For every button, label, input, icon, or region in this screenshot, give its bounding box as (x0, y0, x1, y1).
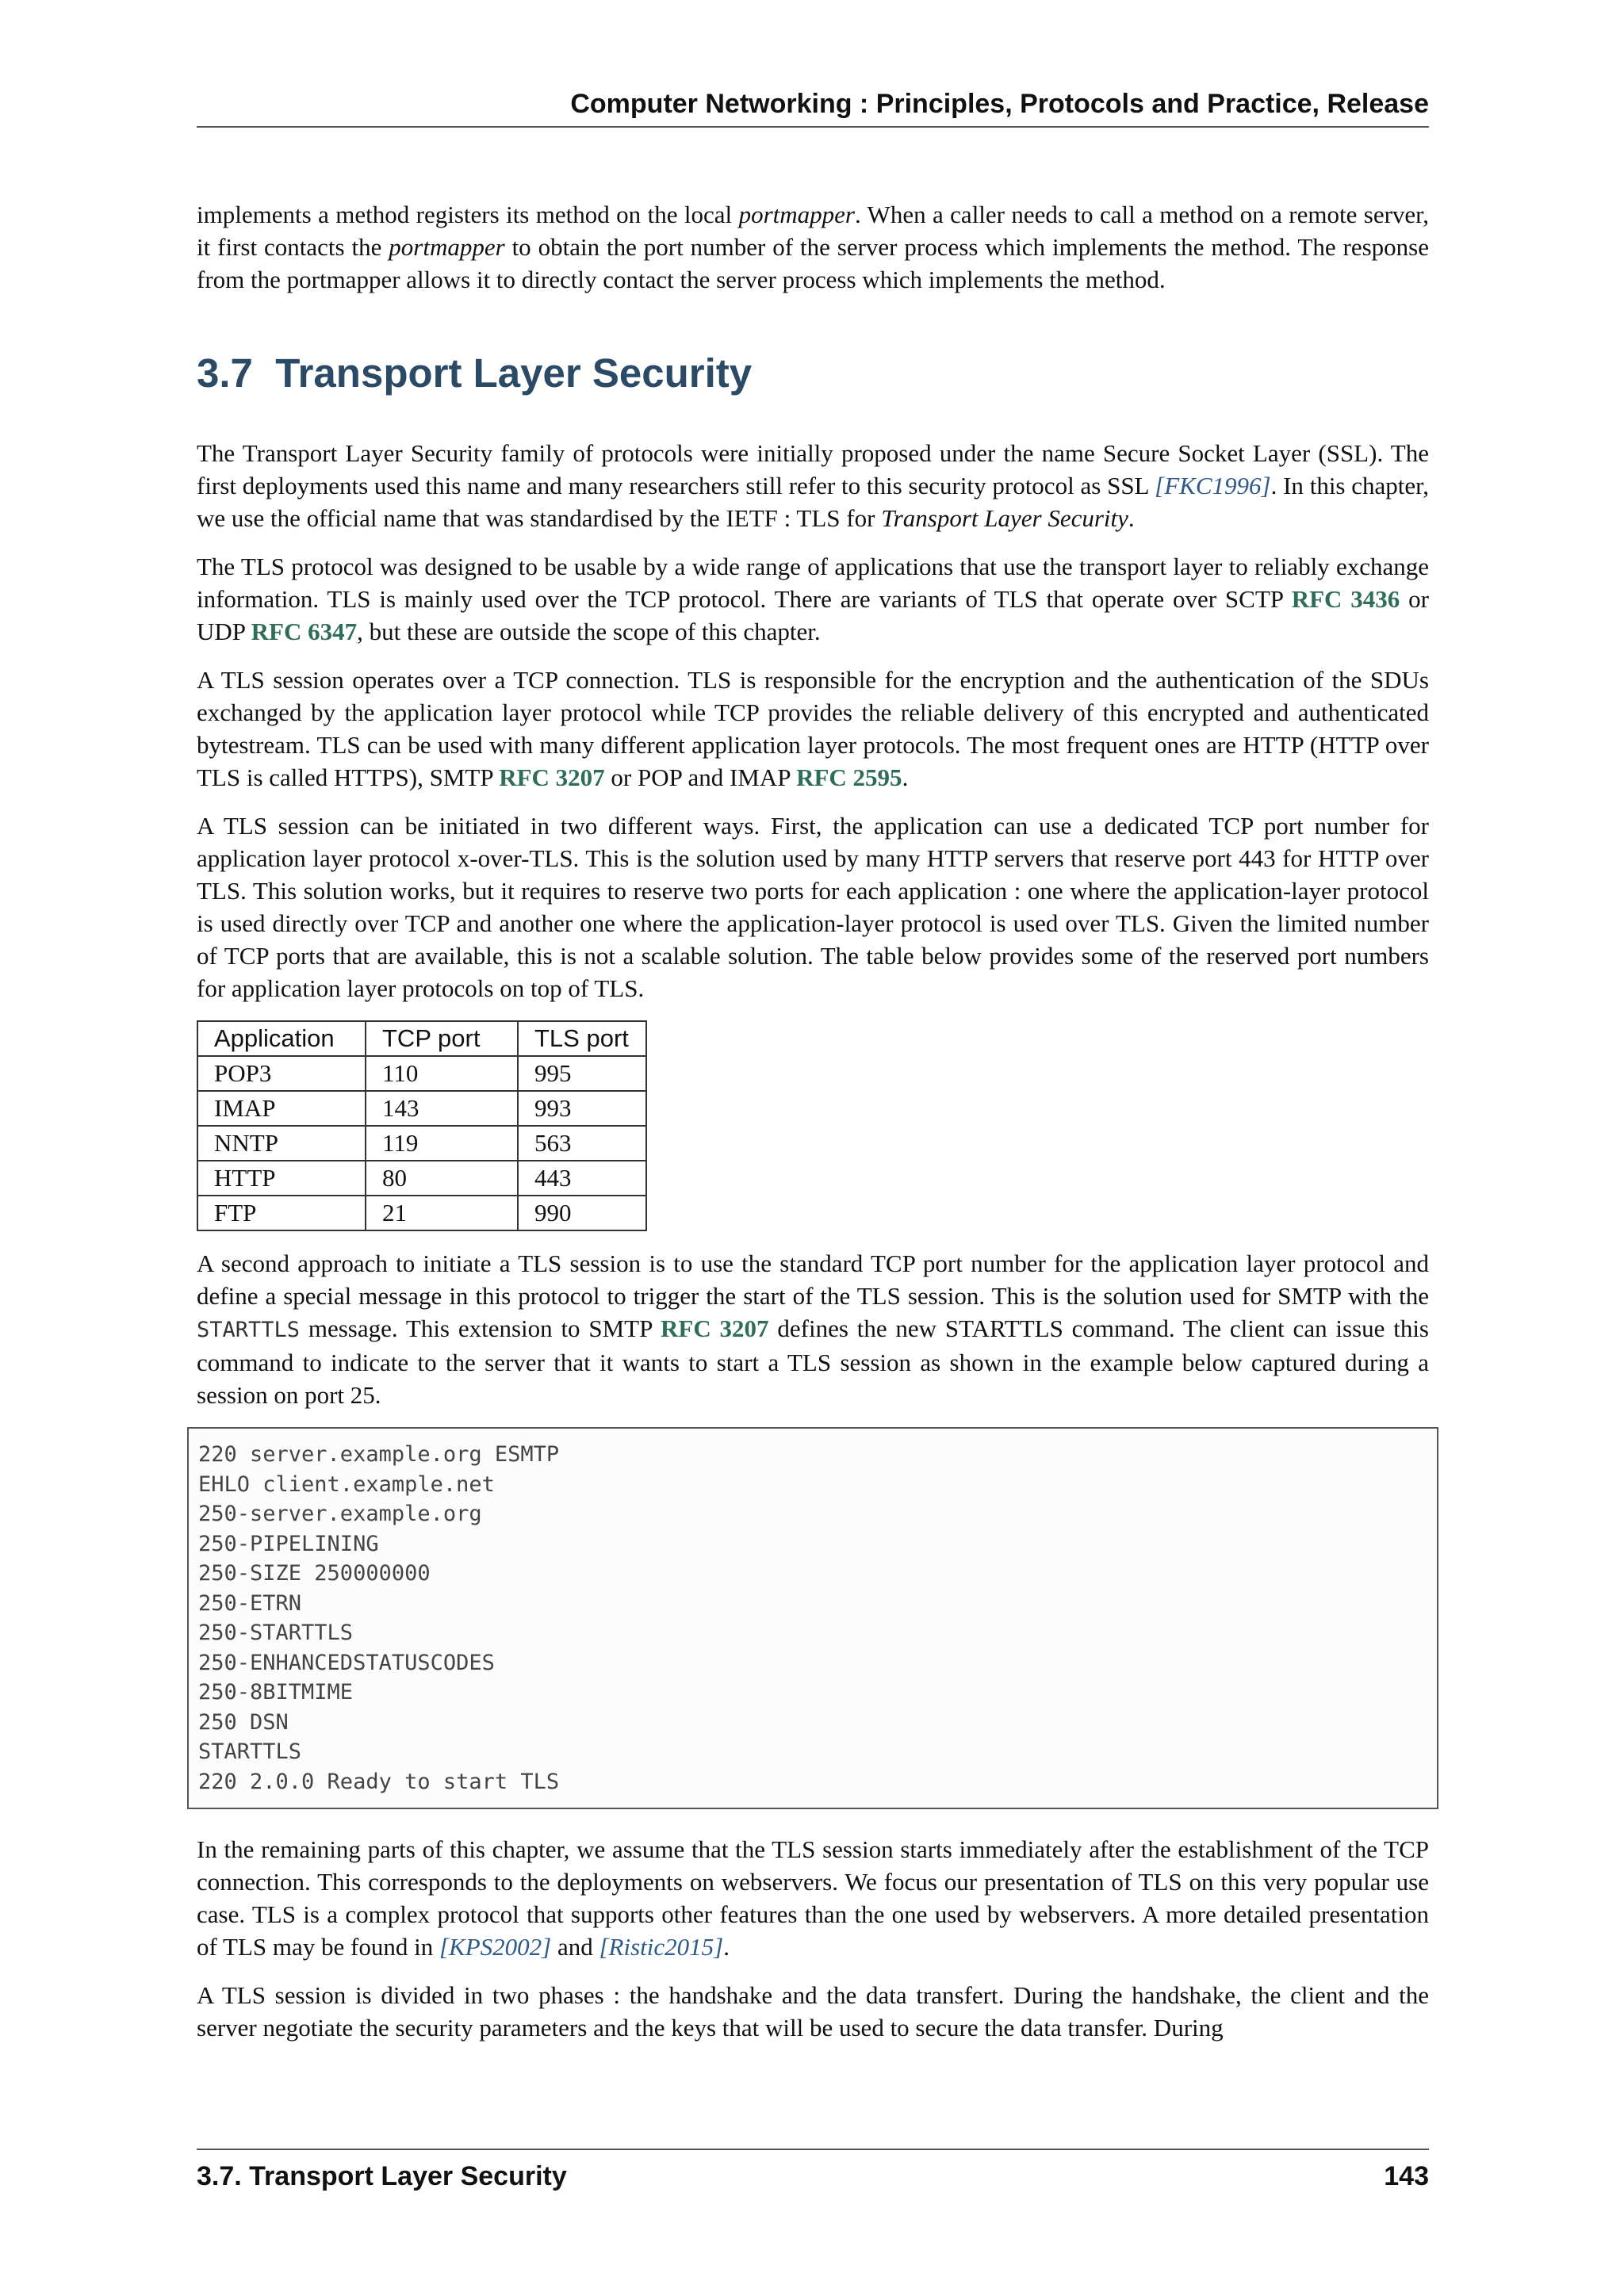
table-cell: 143 (366, 1091, 518, 1126)
section-title: Transport Layer Security (275, 350, 753, 396)
text-span: to obtain the port number of the server process which implements the method. The response from the portmapper allows it to directly contact the server process which implements the method. (197, 233, 1429, 293)
text-span: A second approach to initiate a TLS session is to use the standard TCP port number for the application layer protocol and define a special message in this protocol to trigger the start of the TLS session. This is the solution used for SMTP with the (197, 1249, 1429, 1310)
column-header: TLS port (518, 1021, 646, 1056)
running-header: Computer Networking : Principles, Protocols and Practice, Release (197, 89, 1429, 128)
text-span: and (551, 1933, 599, 1961)
inline-code: STARTTLS (197, 1318, 301, 1342)
page-footer (197, 2149, 1429, 2192)
text-span: The Transport Layer Security family of protocols were initially proposed under the name Secure Socket Layer (SSL). The first deployments used this name and many researchers still refer to this security protocol as SSL (197, 439, 1429, 499)
intro-paragraph (197, 198, 1429, 296)
text-span: In the remaining parts of this chapter, we assume that the TLS session starts immediately after the establishment of the TCP connection. This corresponds to the deployments on webservers. We focus our presentation of TLS on this very popular use case. TLS is a complex protocol that supports other features than the one used by webservers. A more detailed presentation of TLS may be found in (197, 1835, 1429, 1961)
table-cell: 993 (518, 1091, 646, 1126)
emphasis: Transport Layer Security (881, 504, 1128, 532)
table-cell: 110 (366, 1056, 518, 1091)
citation-link[interactable]: [Ristic2015] (599, 1933, 724, 1961)
port-table (197, 1020, 647, 1231)
rfc-link[interactable]: RFC 2595 (796, 763, 902, 791)
rfc-link[interactable]: RFC 6347 (251, 618, 358, 645)
table-cell: 21 (366, 1196, 518, 1230)
table-row (197, 1161, 646, 1196)
table-row (197, 1196, 646, 1230)
port-number: 443 (1239, 844, 1276, 872)
paragraph-ssl-history (197, 437, 1429, 534)
text-span: , but these are outside the scope of this chapter. (357, 618, 821, 645)
paragraph-starttls (197, 1247, 1429, 1411)
text-span: message. This extension to SMTP (300, 1314, 661, 1342)
text-span: defines the new STARTTLS command. The client can issue this command to indicate to the server that it wants to start a TLS session as shown in the example below captured during a session on port 25. (197, 1314, 1430, 1409)
text-span: The TLS protocol was designed to be usable by a wide range of applications that use the transport layer to reliably exchange information. TLS is mainly used over the TCP protocol. There are variants of TLS that operate over SCTP (197, 553, 1429, 613)
paragraph-initiation (197, 809, 1429, 1004)
text-span: for HTTP over TLS. This solution works, but it requires to reserve two ports for each application : one where the application-layer protocol is used directly over TCP and another one where the application-layer protocol is used over TLS. Given the limited number of TCP ports that are available, this is not a scalable solution. The table below provides some of the reserved port numbers for application layer protocols on top of TLS. (197, 844, 1429, 1002)
table-cell: POP3 (197, 1056, 366, 1091)
citation-link[interactable]: [KPS2002] (439, 1933, 552, 1961)
emphasis: portmapper (389, 233, 505, 261)
table-row (197, 1126, 646, 1161)
column-header: TCP port (366, 1021, 518, 1056)
rfc-link[interactable]: RFC 3207 (661, 1314, 769, 1342)
table-cell: NNTP (197, 1126, 366, 1161)
text-span: or POP and IMAP (604, 763, 797, 791)
table-cell: 563 (518, 1126, 646, 1161)
table-row (197, 1091, 646, 1126)
text-span: implements a method registers its method on the local (197, 201, 739, 228)
table-cell: IMAP (197, 1091, 366, 1126)
table-cell: 990 (518, 1196, 646, 1230)
paragraph-tls-session (197, 664, 1429, 794)
table-row (197, 1056, 646, 1091)
table-cell: 443 (518, 1161, 646, 1196)
table-cell: 995 (518, 1056, 646, 1091)
page-number: 143 (1384, 2161, 1429, 2191)
smtp-example-code-block: 220 server.example.org ESMTP EHLO client.example.net 250-server.example.org 250-PIPELINING 250-SIZE 250000000 250-ETRN 250-STARTTLS 250-ENHANCEDSTATUSCODES 250-8BITMIME 250 DSN STARTTLS 220 2.0.0 Ready to start TLS (187, 1427, 1438, 1809)
table-cell: HTTP (197, 1161, 366, 1196)
column-header: Application (197, 1021, 366, 1056)
paragraph-remaining (197, 1833, 1429, 1963)
rfc-link[interactable]: RFC 3436 (1291, 585, 1400, 613)
section-number: 3.7 (197, 350, 253, 396)
text-span: A TLS session can be initiated in two different ways. First, the application can use a dedicated TCP port number for application layer protocol x-over-TLS. This is the solution used by many HTTP servers that reserve port (197, 812, 1429, 872)
rfc-link[interactable]: RFC 3207 (499, 763, 605, 791)
section-heading (197, 350, 1429, 397)
text-span: A TLS session operates over a TCP connection. TLS is responsible for the encryption and the authentication of the SDUs exchanged by the application layer protocol while TCP provides the reliable delivery of this encrypted and authenticated bytestream. TLS can be used with many different application layer protocols. The most frequent ones are HTTP (HTTP over TLS is called HTTPS), SMTP (197, 666, 1429, 791)
text-span: . When a caller needs to call a method on a remote server, it first contacts the (197, 201, 1429, 261)
citation-link[interactable]: [FKC1996] (1155, 472, 1271, 499)
footer-section-label: 3.7. Transport Layer Security (197, 2161, 567, 2191)
page-content (197, 198, 1429, 2060)
table-cell: 119 (366, 1126, 518, 1161)
text-span: . In this chapter, we use the official name that was standardised by the IETF : TLS for (197, 472, 1430, 532)
text-span: . (902, 763, 909, 791)
text-span: . (723, 1933, 730, 1961)
paragraph-phases (197, 1979, 1429, 2044)
table-header-row (197, 1021, 646, 1056)
emphasis: portmapper (738, 201, 855, 228)
text-span: . (1128, 504, 1135, 532)
paragraph-tls-design (197, 550, 1429, 648)
text-span: A TLS session is divided in two phases : the handshake and the data transfert. During the handshake, the client and the server negotiate the security parameters and the keys that will be used to secure the data transfer. During (197, 1981, 1429, 2042)
table-cell: 80 (366, 1161, 518, 1196)
text-span: or UDP (197, 585, 1429, 645)
table-cell: FTP (197, 1196, 366, 1230)
